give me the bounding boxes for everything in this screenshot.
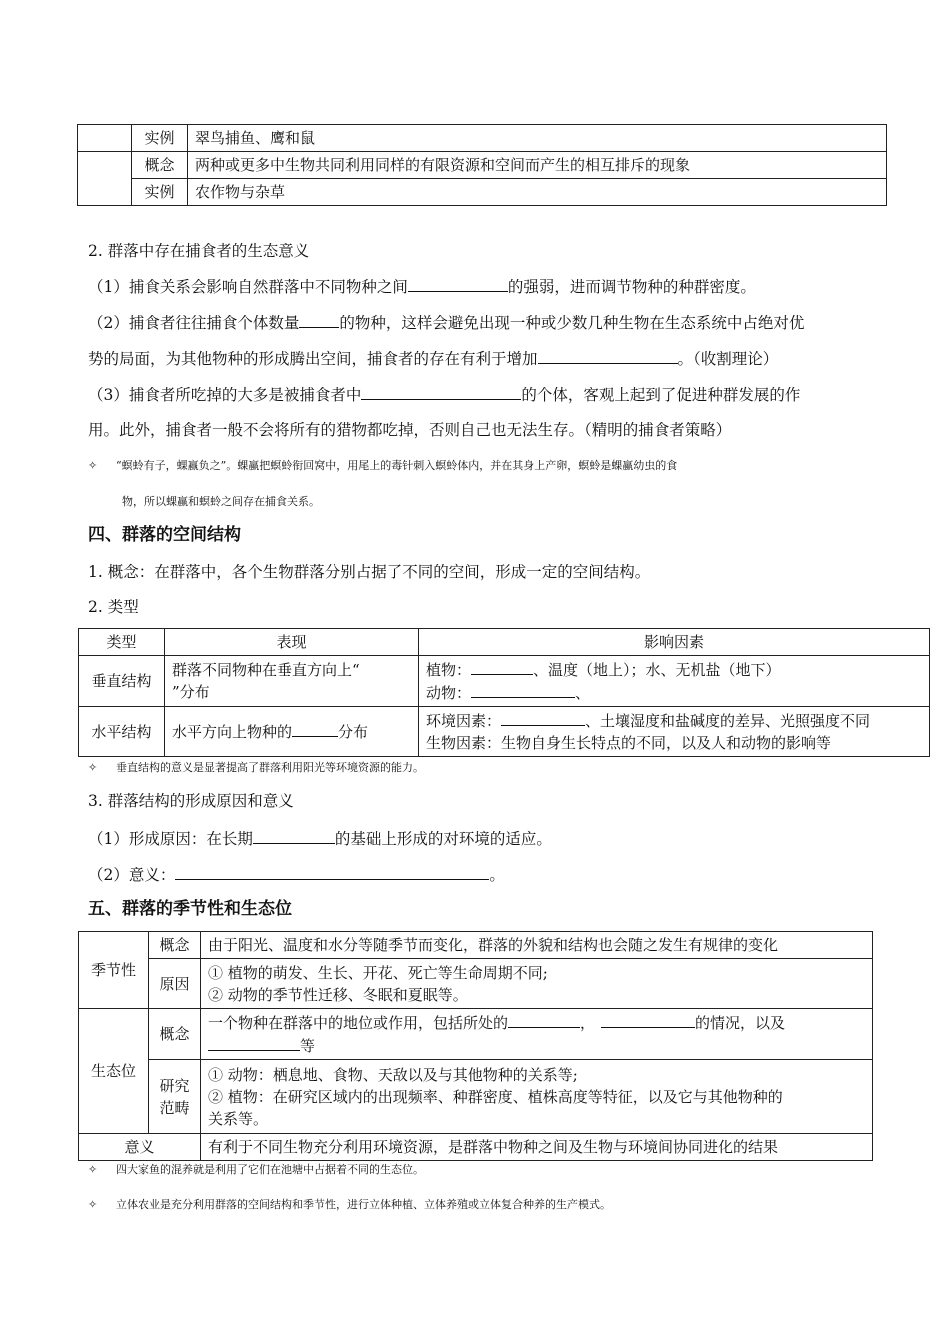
- star-icon: ✧: [88, 459, 98, 472]
- empty-cell: [78, 125, 132, 152]
- text: （1）捕食关系会影响自然群落中不同物种之间: [88, 278, 408, 296]
- text: （1）形成原因：在长期: [88, 830, 253, 848]
- paragraph: [88, 863, 505, 886]
- fill-blank: [175, 863, 489, 880]
- show-cell: [165, 707, 419, 757]
- fill-blank: [361, 383, 521, 400]
- text: 的情况，以及: [695, 1014, 786, 1032]
- cell-content: [201, 959, 873, 1009]
- cell-label: 概念: [149, 1009, 201, 1060]
- fill-blank: [253, 827, 335, 844]
- text: ② 动物的季节性迁移、冬眠和夏眠等。: [208, 985, 468, 1004]
- text: 生物因素：生物自身生长特点的不同，以及人和动物的影响等: [426, 734, 832, 752]
- text: ，: [580, 1014, 596, 1032]
- paragraph: 用。此外，捕食者一般不会将所有的猎物都吃掉，否则自己也无法生存。（精明的捕食者策略）: [88, 421, 732, 439]
- niche-table: [78, 931, 873, 1161]
- text: ① 动物：栖息地、食物、天敌以及与其他物种的关系等;: [208, 1065, 578, 1084]
- text: 范畴: [159, 1098, 190, 1117]
- type-cell: 水平结构: [79, 707, 165, 757]
- header-cell: 表现: [165, 629, 419, 656]
- text: 环境因素：: [426, 712, 502, 730]
- text: 水平方向上物种的: [172, 723, 293, 741]
- note-text: 垂直结构的意义是显著提高了群落利用阳光等环境资源的能力。: [116, 761, 424, 774]
- cell-label: 概念: [149, 932, 201, 959]
- section-title: 2. 群落中存在捕食者的生态意义: [88, 242, 310, 260]
- fill-blank: [408, 275, 508, 292]
- factor-cell: [419, 656, 930, 707]
- star-icon: ✧: [88, 1163, 98, 1176]
- text: 动物：: [426, 684, 472, 702]
- factor-cell: [419, 707, 930, 757]
- text: 群落不同物种在垂直方向上“: [172, 661, 360, 679]
- note-text: 四大家鱼的混养就是利用了它们在池塘中占据着不同的生态位。: [116, 1163, 424, 1176]
- fill-blank: [292, 720, 338, 737]
- text: ② 植物：在研究区域内的出现频率、种群密度、植株高度等特征，以及它与其他物种的: [208, 1087, 783, 1106]
- text: 一个物种在群落中的地位或作用，包括所处的: [208, 1014, 509, 1032]
- section-heading: 四、群落的空间结构: [88, 525, 241, 545]
- fill-blank: [508, 1011, 580, 1028]
- text: 研究: [159, 1076, 190, 1095]
- competition-table: [77, 124, 887, 206]
- fill-blank: [208, 1034, 300, 1051]
- paragraph: 2. 类型: [88, 598, 139, 616]
- text: （2）捕食者往往捕食个体数量: [88, 314, 300, 332]
- star-icon: ✧: [88, 1198, 98, 1211]
- fill-blank: [501, 709, 585, 726]
- text: ① 植物的萌发、生长、开花、死亡等生命周期不同;: [208, 963, 548, 982]
- cell-label: 实例: [132, 179, 188, 206]
- show-cell: [165, 656, 419, 707]
- fill-blank: [299, 311, 339, 328]
- paragraph: [88, 827, 552, 850]
- empty-cell: [78, 152, 132, 206]
- text: 的物种，这样会避免出现一种或少数几种生物在生态系统中占绝对优: [339, 314, 805, 332]
- cell-content: 由于阳光、温度和水分等随季节而变化，群落的外貌和结构也会随之发生有规律的变化: [201, 932, 873, 959]
- cell-label: 概念: [132, 152, 188, 179]
- text: 势的局面，为其他物种的形成腾出空间，捕食者的存在有利于增加: [88, 350, 538, 368]
- fill-blank: [471, 658, 533, 675]
- paragraph: [88, 311, 804, 334]
- text: 。: [489, 866, 505, 884]
- paragraph: 1. 概念：在群落中，各个生物群落分别占据了不同的空间，形成一定的空间结构。: [88, 563, 651, 581]
- cell-label: 实例: [132, 125, 188, 152]
- text: 的个体，客观上起到了促进种群发展的作: [521, 386, 801, 404]
- text: 关系等。: [208, 1109, 269, 1128]
- note: [88, 1197, 611, 1213]
- text: 植物：: [426, 661, 472, 679]
- text: 。（收割理论）: [677, 350, 779, 368]
- category-cell: 生态位: [79, 1009, 149, 1134]
- structure-table: [78, 628, 930, 757]
- header-cell: 影响因素: [419, 629, 930, 656]
- star-icon: ✧: [88, 761, 98, 774]
- category-cell: 季节性: [79, 932, 149, 1009]
- type-cell: 垂直结构: [79, 656, 165, 707]
- cell-content: 农作物与杂草: [188, 179, 887, 206]
- text: （2）意义：: [88, 866, 176, 884]
- note-text: “螟蛉有子，蜾蠃负之”。蜾蠃把螟蛉衔回窝中，用尾上的毒针刺入螟蛉体内，并在其身上产卵，螟蛉是蜾蠃幼虫的食: [116, 459, 678, 472]
- paragraph: [88, 347, 778, 370]
- text: 的强弱，进而调节物种的种群密度。: [507, 278, 756, 296]
- text: ”分布: [172, 683, 210, 701]
- text: （3）捕食者所吃掉的大多是被捕食者中: [88, 386, 362, 404]
- paragraph: [88, 275, 756, 298]
- note-text: 立体农业是充分利用群落的空间结构和季节性，进行立体种植、立体养殖或立体复合种养的生产模式。: [116, 1198, 611, 1211]
- cell-content: 有利于不同生物充分利用环境资源，是群落中物种之间及生物与环境间协同进化的结果: [201, 1134, 873, 1161]
- cell-content: [201, 1009, 873, 1060]
- note: [88, 1162, 424, 1178]
- cell-label: [149, 1060, 201, 1134]
- header-cell: 类型: [79, 629, 165, 656]
- fill-blank: [601, 1011, 695, 1028]
- cell-content: [201, 1060, 873, 1134]
- note: [88, 760, 424, 776]
- paragraph: 3. 群落结构的形成原因和意义: [88, 792, 294, 810]
- cell-content: 翠鸟捕鱼、鹰和鼠: [188, 125, 887, 152]
- paragraph: [88, 383, 800, 406]
- section-heading: 五、群落的季节性和生态位: [88, 899, 292, 919]
- text: 、温度（地上）；水、无机盐（地下）: [533, 661, 781, 679]
- text: 、: [575, 684, 591, 702]
- note-continued: 物，所以蜾蠃和螟蛉之间存在捕食关系。: [122, 495, 320, 508]
- cell-label: 原因: [149, 959, 201, 1009]
- fill-blank: [471, 681, 575, 698]
- text: 分布: [338, 723, 369, 741]
- category-cell: 意义: [79, 1134, 201, 1161]
- text: 、土壤湿度和盐碱度的差异、光照强度不同: [585, 712, 871, 730]
- text: 等: [300, 1037, 316, 1055]
- cell-content: 两种或更多中生物共同利用同样的有限资源和空间而产生的相互排斥的现象: [188, 152, 887, 179]
- fill-blank: [538, 347, 678, 364]
- note: [88, 458, 677, 474]
- text: 的基础上形成的对环境的适应。: [334, 830, 552, 848]
